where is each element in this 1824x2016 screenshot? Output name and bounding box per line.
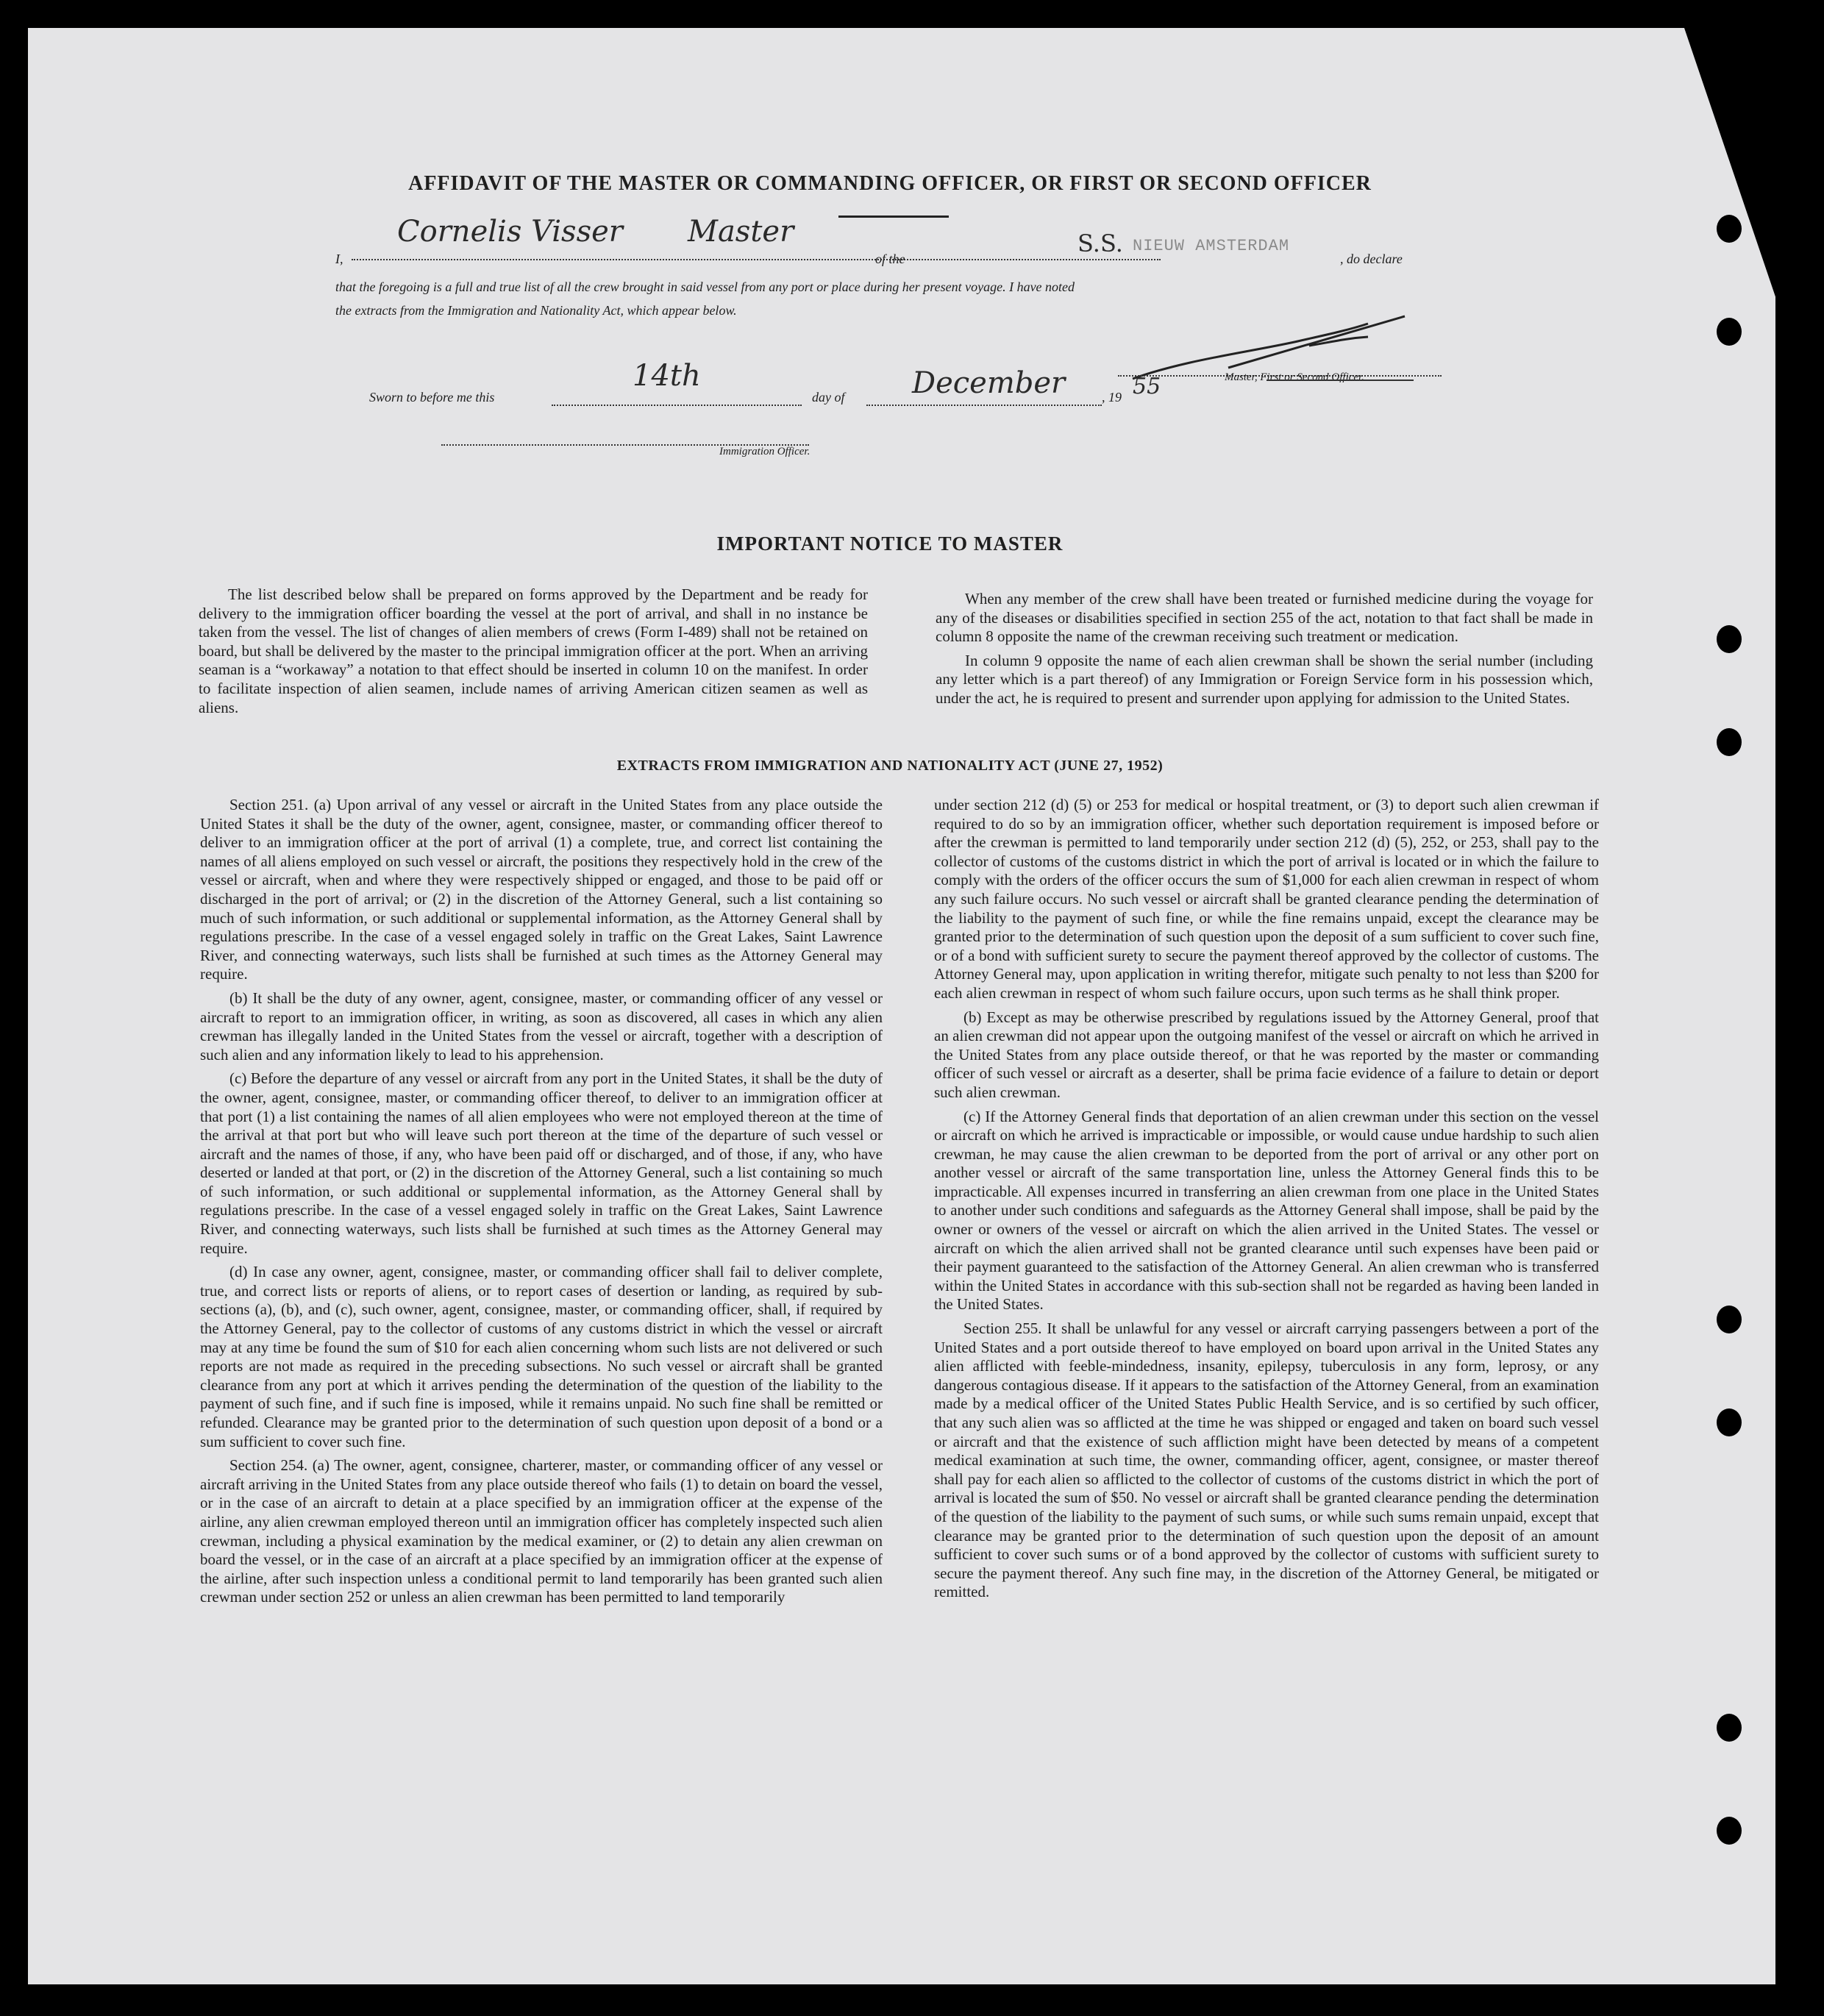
- punch-hole: [1717, 1817, 1742, 1845]
- notice-right-paragraph: When any member of the crew shall have been treated or furnished medicine during the voyage for any of the diseases or disabilities specified in section 255 of the act, notation to that fact shall be made in column 8 opposite the name of the crewman receiving such treatment or medication.: [936, 590, 1593, 646]
- title-rule: [838, 216, 949, 218]
- act-paragraph: Section 254. (a) The owner, agent, consignee, charterer, master, or commanding officer of any vessel or aircraft arriving in the United States from any place outside thereof who fails (1) to detain on board the vessel, or in the case of an aircraft to detain at a place specified by an immigration officer at the expense of the airline, any alien crewman employed thereon until an immigration officer has completely inspected such alien crewman, including a physical examination by the medical examiner, or (2) to detain any alien crewman on board the vessel, or in the case of an aircraft at a place specified by an immigration officer at the expense of the airline, after such inspection unless a conditional permit to land temporarily has been granted such alien crewman under section 252 or unless an alien crewman has been permitted to land temporarily: [200, 1456, 883, 1606]
- sworn-month: December: [912, 366, 1066, 400]
- punch-hole: [1717, 1714, 1742, 1742]
- act-paragraph: under section 212 (d) (5) or 253 for medical or hospital treatment, or (3) to deport such alien crewman if required to do so by an immigration officer, whether such deportation requirement is imposed before or after the crewman is permitted to land temporarily under section 212 (d) (5), 252, or 253, shall pay to the collector of customs of the customs district in which the port of arrival is located or in which the failure to comply with the orders of the officer occurs the sum of $1,000 for each alien crewman in respect of whom any such failure occurs. No such vessel or aircraft shall be granted clearance pending the determination of the liability to the payment of such fine, or while the fine remains unpaid, except the clearance may be granted prior to the determination of such question upon the deposit of a sum sufficient to cover such fine, or of a bond with sufficient surety to secure the payment thereof approved by the collector of customs. The Attorney General may, upon application in writing therefor, mitigate such penalty to not less than $200 for each alien crewman in respect of whom such failure occurs, upon such terms as he shall think proper.: [934, 796, 1599, 1002]
- punch-hole: [1717, 1306, 1742, 1333]
- sworn-year: 55: [1133, 374, 1161, 399]
- punch-hole: [1717, 1408, 1742, 1436]
- extracts-title: EXTRACTS FROM IMMIGRATION AND NATIONALITY ACT (JUNE 27, 1952): [616, 758, 1164, 774]
- act-paragraph: Section 251. (a) Upon arrival of any vessel or aircraft in the United States from any place outside the United States it shall be the duty of the owner, agent, consignee, master, or commanding officer thereof to deliver to an immigration officer at the port of arrival (1) a complete, true, and correct list containing the names of all aliens employed on such vessel or aircraft, the positions they respectively hold in the crew of the vessel or aircraft, when and where they were respectively shipped or engaged, and those to be paid off or discharged in the port of arrival; or (2) in the discretion of the Attorney General, such a list containing so much of such information, or such additional or supplemental information, as the Attorney General shall by regulations prescribe. In the case of a vessel engaged solely in traffic on the Great Lakes, Saint Lawrence River, and connecting waterways, such lists shall be furnished at such times as the Attorney General may require.: [200, 796, 883, 983]
- punch-hole: [1717, 318, 1742, 346]
- punch-hole: [1717, 728, 1742, 756]
- officer-line: [441, 428, 809, 446]
- punch-hole: [1717, 625, 1742, 653]
- act-paragraph: (b) Except as may be otherwise prescribed by regulations issued by the Attorney General, proof that an alien crewman did not appear upon the outgoing manifest of the vessel or aircraft on which he arrived in the United States from any place outside thereof, or that he was reported by the master or commanding officer of such vessel or aircraft as a deserter, shall be prima facie evidence of a failure to detain or deport such alien crewman.: [934, 1008, 1599, 1101]
- extracts-right-column: [934, 796, 1599, 1607]
- act-paragraph: (c) Before the departure of any vessel or aircraft from any port in the United States, it shall be the duty of the owner, agent, consignee, master, or commanding officer thereof, to deliver to an immigration officer at that port (1) a list containing the names of all alien employees who were not employed thereon at the time of the arrival at that port but who will leave such port thereon at the time of the departure of such vessel or aircraft and the names of those, if any, who have been paid off or discharged, and of those, if any, who have deserted or landed at that port, or (2) in the discretion of the Attorney General, such a list containing so much of such information, or such additional or supplemental information, as the Attorney General shall by regulations prescribe. In the case of a vessel engaged solely in traffic on the Great Lakes, Saint Lawrence River, and connecting waterways, such lists shall be furnished at such times as the Attorney General may require.: [200, 1069, 883, 1257]
- affidavit-title: AFFIDAVIT OF THE MASTER OR COMMANDING OFFICER, OR FIRST OR SECOND OFFICER: [408, 172, 1372, 195]
- act-paragraph: (d) In case any owner, agent, consignee, master, or commanding officer shall fail to deliver complete, true, and correct lists or reports of aliens, or to report cases of desertion or landing, as required by sub-sections (a), (b), and (c), such owner, agent, consignee, master, or commanding officer, shall, if required by the Attorney General, pay to the collector of customs of any customs district in which the vessel or aircraft may at any time be found the sum of $10 for each alien concerning whom such lists are not delivered or such reports are not made as required in the preceding subsections. No such vessel or aircraft shall be granted clearance from any port at which it arrives pending the determination of the question of the liability to the payment of such fine, and if such fine is imposed, while it remains unpaid. No such fine shall be remitted or refunded. Clearance may be granted prior to the determination of such question upon deposit of a bond or a sum sufficient to cover such fine.: [200, 1263, 883, 1450]
- declaration-text-line3: the extracts from the Immigration and Nationality Act, which appear below.: [335, 303, 737, 318]
- sworn-day: 14th: [633, 359, 701, 393]
- i-label: I,: [335, 252, 343, 266]
- sworn-label: Sworn to before me this: [369, 390, 495, 405]
- master-name: Cornelis Visser: [397, 215, 623, 249]
- officer-label: Immigration Officer.: [719, 446, 811, 457]
- act-paragraph: Section 255. It shall be unlawful for any vessel or aircraft carrying passengers between a port of the United States and a port outside thereof to have employed on board upon arrival in the United States any alien afflicted with feeble-mindedness, insanity, epilepsy, tuberculosis in any form, leprosy, or any dangerous contagious disease. If it appears to the satisfaction of the Attorney General, from an examination made by a medical officer of the United States Public Health Service, and is so certified by such officer, that any such alien was so afflicted at the time he was shipped or engaged and taken on board such vessel or aircraft and that the existence of such affliction might have been detected by means of a competent medical examination at such time, the owner, commanding officer, agent, consignee, or master thereof shall pay for each alien so afflicted to the collector of customs of the customs district in which the port of arrival is located the sum of $50. No vessel or aircraft shall be granted clearance pending the determination of the question of the liability to the payment of such sums, or while such sums remain unpaid, except that clearance may be granted prior to the determination of such question upon the deposit of an amount sufficient to cover such sums or of a bond approved by the collector of customs with sufficient surety to secure the payment thereof. Any such fine may, in the discretion of the Attorney General, be mitigated or remitted.: [934, 1319, 1599, 1601]
- punch-hole: [1717, 215, 1742, 243]
- notice-left-paragraph: The list described below shall be prepared on forms approved by the Department and be ready for delivery to the immigration officer boarding the vessel at the port of arrival, and shall in no instance be taken from the vessel. The list of changes of alien members of crews (Form I-489) shall not be retained on board, but shall be delivered by the master to the principal immigration officer at the port. When an arriving seaman is a “workaway” a notation to that effect should be inserted in column 10 on the manifest. In order to facilitate inspection of alien seamen, include names of arriving American citizen seamen as well as aliens.: [199, 585, 868, 716]
- notice-title: IMPORTANT NOTICE TO MASTER: [716, 533, 1064, 555]
- master-rank: Master: [688, 215, 794, 249]
- page-corner-cut: [1684, 28, 1824, 440]
- signature-label: Master, First or Second Officer.: [1225, 371, 1364, 383]
- extracts-left-column: [200, 796, 883, 1612]
- vessel-name-stamp: NIEUW AMSTERDAM: [1133, 237, 1290, 255]
- of-the-label: of the: [875, 252, 905, 266]
- year-prefix: , 19: [1102, 390, 1122, 405]
- act-paragraph: (b) It shall be the duty of any owner, agent, consignee, master, or commanding officer of any vessel or aircraft to report to an immigration officer, in writing, as soon as discovered, all cases in which any alien crewman has illegally landed in the United States from the vessel or aircraft, together with a description of such alien and any information likely to lead to his apprehension.: [200, 989, 883, 1064]
- notice-right-paragraph: In column 9 opposite the name of each alien crewman shall be shown the serial number (including any letter which is a part thereof) of any Immigration or Foreign Service form in his possession which, under the act, he is required to present and surrender upon applying for admission to the United States.: [936, 651, 1593, 707]
- notice-left-column: [199, 585, 868, 722]
- act-paragraph: (c) If the Attorney General finds that deportation of an alien crewman under this section on the vessel or aircraft on which he arrived is impracticable or impossible, or would cause undue hardship to such alien crewman, he may cause the alien crewman to be deported from the port of arrival or any other port on another vessel or aircraft of the same transportation line, unless the Attorney General finds this to be impracticable. All expenses incurred in transferring an alien crewman from one place in the United States to another under such conditions and safeguards as the Attorney General shall impose, shall be paid by the owner or owners of the vessel or aircraft on which the alien arrived in the United States. The vessel or aircraft on which the alien arrived shall not be granted clearance until such expenses have been paid or their payment guaranteed to the satisfaction of the Attorney General. An alien crewman who is transferred within the United States in accordance with this sub-section shall not be regarded as having been landed in the United States.: [934, 1107, 1599, 1314]
- strikethrough: [1267, 380, 1414, 381]
- declaration-text-line2: that the foregoing is a full and true list of all the crew brought in said vessel from any port or place during her present voyage. I have noted: [335, 279, 1075, 294]
- day-of-label: day of: [812, 390, 845, 405]
- do-declare-label: , do declare: [1340, 252, 1403, 266]
- notice-right-column: [936, 590, 1593, 713]
- vessel-prefix: S.S.: [1077, 229, 1123, 257]
